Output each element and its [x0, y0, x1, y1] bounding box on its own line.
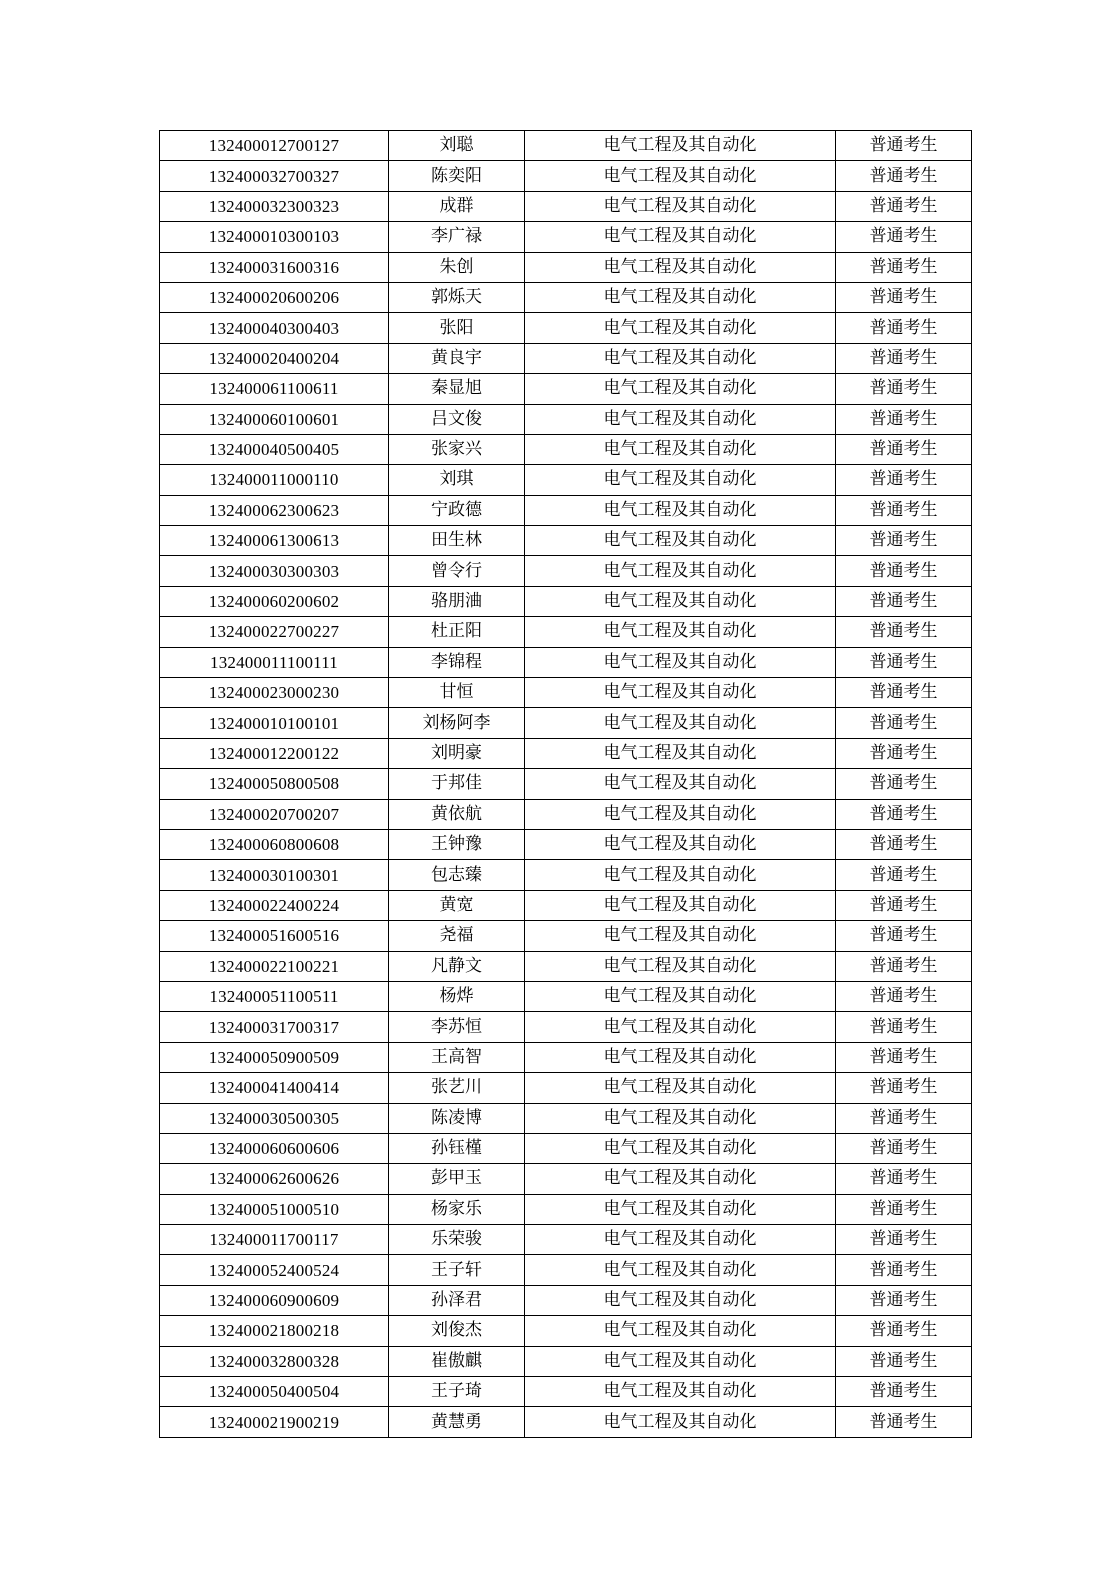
- candidate-id-cell: 132400020600206: [160, 282, 389, 312]
- candidate-type-cell: 普通考生: [836, 829, 972, 859]
- table-row: [160, 1285, 972, 1315]
- candidate-type-cell: 普通考生: [836, 1316, 972, 1346]
- candidate-name-cell: 乐荣骏: [389, 1225, 525, 1255]
- table-row: [160, 1377, 972, 1407]
- major-cell: 电气工程及其自动化: [525, 343, 836, 373]
- candidate-type-cell: 普通考生: [836, 131, 972, 161]
- candidate-id-cell: 132400060200602: [160, 586, 389, 616]
- candidate-id-cell: 132400011100111: [160, 647, 389, 677]
- major-cell: 电气工程及其自动化: [525, 860, 836, 890]
- candidate-name-cell: 秦显旭: [389, 374, 525, 404]
- candidate-id-cell: 132400050900509: [160, 1042, 389, 1072]
- candidate-name-cell: 曾令行: [389, 556, 525, 586]
- major-cell: 电气工程及其自动化: [525, 738, 836, 768]
- major-cell: 电气工程及其自动化: [525, 404, 836, 434]
- candidate-id-cell: 132400061100611: [160, 374, 389, 404]
- table-row: [160, 981, 972, 1011]
- candidate-type-cell: 普通考生: [836, 981, 972, 1011]
- candidate-name-cell: 孙钰槿: [389, 1133, 525, 1163]
- major-cell: 电气工程及其自动化: [525, 1316, 836, 1346]
- table-row: [160, 1407, 972, 1437]
- table-row: [160, 586, 972, 616]
- candidate-name-cell: 刘聪: [389, 131, 525, 161]
- table-row: [160, 829, 972, 859]
- major-cell: 电气工程及其自动化: [525, 1377, 836, 1407]
- candidate-id-cell: 132400020700207: [160, 799, 389, 829]
- candidate-type-cell: 普通考生: [836, 617, 972, 647]
- table-row: [160, 1255, 972, 1285]
- table-row: [160, 526, 972, 556]
- major-cell: 电气工程及其自动化: [525, 131, 836, 161]
- candidate-name-cell: 成群: [389, 191, 525, 221]
- candidate-name-cell: 孙泽君: [389, 1285, 525, 1315]
- candidate-id-cell: 132400021800218: [160, 1316, 389, 1346]
- candidate-name-cell: 田生林: [389, 526, 525, 556]
- candidate-type-cell: 普通考生: [836, 799, 972, 829]
- candidate-id-cell: 132400031600316: [160, 252, 389, 282]
- major-cell: 电气工程及其自动化: [525, 222, 836, 252]
- candidate-type-cell: 普通考生: [836, 586, 972, 616]
- major-cell: 电气工程及其自动化: [525, 1012, 836, 1042]
- major-cell: 电气工程及其自动化: [525, 495, 836, 525]
- major-cell: 电气工程及其自动化: [525, 647, 836, 677]
- table-row: [160, 1346, 972, 1376]
- candidate-type-cell: 普通考生: [836, 1285, 972, 1315]
- candidate-type-cell: 普通考生: [836, 343, 972, 373]
- candidate-name-cell: 郭烁天: [389, 282, 525, 312]
- table-row: [160, 556, 972, 586]
- table-row: [160, 799, 972, 829]
- table-row: [160, 343, 972, 373]
- candidate-id-cell: 132400060600606: [160, 1133, 389, 1163]
- table-row: [160, 647, 972, 677]
- candidate-name-cell: 彭甲玉: [389, 1164, 525, 1194]
- candidate-type-cell: 普通考生: [836, 161, 972, 191]
- candidate-type-cell: 普通考生: [836, 1225, 972, 1255]
- candidate-name-cell: 吕文俊: [389, 404, 525, 434]
- candidate-name-cell: 尧福: [389, 921, 525, 951]
- candidate-type-cell: 普通考生: [836, 526, 972, 556]
- candidate-table-body: [160, 131, 972, 1438]
- major-cell: 电气工程及其自动化: [525, 1103, 836, 1133]
- candidate-type-cell: 普通考生: [836, 769, 972, 799]
- table-row: [160, 617, 972, 647]
- candidate-name-cell: 刘明豪: [389, 738, 525, 768]
- candidate-name-cell: 甘恒: [389, 678, 525, 708]
- major-cell: 电气工程及其自动化: [525, 465, 836, 495]
- table-row: [160, 374, 972, 404]
- candidate-id-cell: 132400012200122: [160, 738, 389, 768]
- candidate-id-cell: 132400010100101: [160, 708, 389, 738]
- candidate-type-cell: 普通考生: [836, 1255, 972, 1285]
- candidate-type-cell: 普通考生: [836, 1012, 972, 1042]
- table-row: [160, 738, 972, 768]
- candidate-id-cell: 132400020400204: [160, 343, 389, 373]
- table-row: [160, 860, 972, 890]
- candidate-id-cell: 132400031700317: [160, 1012, 389, 1042]
- candidate-name-cell: 崔傲麒: [389, 1346, 525, 1376]
- major-cell: 电气工程及其自动化: [525, 769, 836, 799]
- candidate-name-cell: 杨家乐: [389, 1194, 525, 1224]
- candidate-id-cell: 132400030500305: [160, 1103, 389, 1133]
- candidate-type-cell: 普通考生: [836, 222, 972, 252]
- table-row: [160, 191, 972, 221]
- candidate-name-cell: 李苏恒: [389, 1012, 525, 1042]
- candidate-id-cell: 132400011000110: [160, 465, 389, 495]
- candidate-id-cell: 132400022400224: [160, 890, 389, 920]
- table-row: [160, 1164, 972, 1194]
- table-row: [160, 1194, 972, 1224]
- candidate-name-cell: 黄依航: [389, 799, 525, 829]
- major-cell: 电气工程及其自动化: [525, 1042, 836, 1072]
- candidate-name-cell: 刘俊杰: [389, 1316, 525, 1346]
- candidate-id-cell: 132400060100601: [160, 404, 389, 434]
- candidate-name-cell: 于邦佳: [389, 769, 525, 799]
- candidate-id-cell: 132400040500405: [160, 434, 389, 464]
- candidate-id-cell: 132400032300323: [160, 191, 389, 221]
- candidate-type-cell: 普通考生: [836, 252, 972, 282]
- candidate-type-cell: 普通考生: [836, 404, 972, 434]
- major-cell: 电气工程及其自动化: [525, 799, 836, 829]
- table-row: [160, 678, 972, 708]
- candidate-id-cell: 132400012700127: [160, 131, 389, 161]
- candidate-id-cell: 132400030300303: [160, 556, 389, 586]
- candidate-name-cell: 张家兴: [389, 434, 525, 464]
- candidate-id-cell: 132400050400504: [160, 1377, 389, 1407]
- major-cell: 电气工程及其自动化: [525, 951, 836, 981]
- candidate-type-cell: 普通考生: [836, 1407, 972, 1437]
- candidate-id-cell: 132400050800508: [160, 769, 389, 799]
- table-row: [160, 921, 972, 951]
- candidate-name-cell: 杨烨: [389, 981, 525, 1011]
- candidate-id-cell: 132400032700327: [160, 161, 389, 191]
- candidate-table: [159, 130, 972, 1438]
- candidate-type-cell: 普通考生: [836, 1103, 972, 1133]
- major-cell: 电气工程及其自动化: [525, 1407, 836, 1437]
- candidate-id-cell: 132400060900609: [160, 1285, 389, 1315]
- candidate-type-cell: 普通考生: [836, 860, 972, 890]
- table-row: [160, 708, 972, 738]
- table-row: [160, 282, 972, 312]
- candidate-id-cell: 132400052400524: [160, 1255, 389, 1285]
- candidate-id-cell: 132400051600516: [160, 921, 389, 951]
- candidate-type-cell: 普通考生: [836, 1346, 972, 1376]
- table-row: [160, 1316, 972, 1346]
- major-cell: 电气工程及其自动化: [525, 617, 836, 647]
- candidate-id-cell: 132400051100511: [160, 981, 389, 1011]
- candidate-id-cell: 132400023000230: [160, 678, 389, 708]
- table-row: [160, 252, 972, 282]
- candidate-name-cell: 陈奕阳: [389, 161, 525, 191]
- table-row: [160, 313, 972, 343]
- major-cell: 电气工程及其自动化: [525, 526, 836, 556]
- major-cell: 电气工程及其自动化: [525, 434, 836, 464]
- candidate-name-cell: 张艺川: [389, 1073, 525, 1103]
- candidate-name-cell: 张阳: [389, 313, 525, 343]
- table-row: [160, 769, 972, 799]
- major-cell: 电气工程及其自动化: [525, 1285, 836, 1315]
- major-cell: 电气工程及其自动化: [525, 161, 836, 191]
- candidate-type-cell: 普通考生: [836, 890, 972, 920]
- table-row: [160, 890, 972, 920]
- major-cell: 电气工程及其自动化: [525, 1194, 836, 1224]
- candidate-id-cell: 132400032800328: [160, 1346, 389, 1376]
- major-cell: 电气工程及其自动化: [525, 1164, 836, 1194]
- candidate-type-cell: 普通考生: [836, 282, 972, 312]
- candidate-id-cell: 132400062600626: [160, 1164, 389, 1194]
- table-row: [160, 951, 972, 981]
- major-cell: 电气工程及其自动化: [525, 374, 836, 404]
- table-row: [160, 465, 972, 495]
- table-row: [160, 1012, 972, 1042]
- candidate-name-cell: 凡静文: [389, 951, 525, 981]
- table-row: [160, 1103, 972, 1133]
- candidate-type-cell: 普通考生: [836, 1133, 972, 1163]
- candidate-id-cell: 132400022100221: [160, 951, 389, 981]
- candidate-type-cell: 普通考生: [836, 556, 972, 586]
- candidate-name-cell: 李广禄: [389, 222, 525, 252]
- major-cell: 电气工程及其自动化: [525, 708, 836, 738]
- candidate-id-cell: 132400011700117: [160, 1225, 389, 1255]
- candidate-type-cell: 普通考生: [836, 647, 972, 677]
- table-row: [160, 495, 972, 525]
- major-cell: 电气工程及其自动化: [525, 191, 836, 221]
- table-row: [160, 434, 972, 464]
- candidate-type-cell: 普通考生: [836, 313, 972, 343]
- candidate-type-cell: 普通考生: [836, 191, 972, 221]
- major-cell: 电气工程及其自动化: [525, 890, 836, 920]
- candidate-name-cell: 刘杨阿李: [389, 708, 525, 738]
- table-row: [160, 222, 972, 252]
- table-row: [160, 1225, 972, 1255]
- candidate-name-cell: 骆朋浀: [389, 586, 525, 616]
- candidate-id-cell: 132400061300613: [160, 526, 389, 556]
- candidate-type-cell: 普通考生: [836, 1194, 972, 1224]
- candidate-type-cell: 普通考生: [836, 708, 972, 738]
- candidate-id-cell: 132400041400414: [160, 1073, 389, 1103]
- candidate-id-cell: 132400051000510: [160, 1194, 389, 1224]
- candidate-name-cell: 王子琦: [389, 1377, 525, 1407]
- major-cell: 电气工程及其自动化: [525, 981, 836, 1011]
- candidate-type-cell: 普通考生: [836, 465, 972, 495]
- candidate-id-cell: 132400022700227: [160, 617, 389, 647]
- candidate-name-cell: 黄良宇: [389, 343, 525, 373]
- major-cell: 电气工程及其自动化: [525, 1225, 836, 1255]
- major-cell: 电气工程及其自动化: [525, 1133, 836, 1163]
- candidate-name-cell: 黄慧勇: [389, 1407, 525, 1437]
- candidate-name-cell: 黄宽: [389, 890, 525, 920]
- candidate-type-cell: 普通考生: [836, 495, 972, 525]
- candidate-type-cell: 普通考生: [836, 1073, 972, 1103]
- candidate-name-cell: 刘琪: [389, 465, 525, 495]
- candidate-name-cell: 朱创: [389, 252, 525, 282]
- major-cell: 电气工程及其自动化: [525, 1346, 836, 1376]
- candidate-name-cell: 李锦程: [389, 647, 525, 677]
- candidate-type-cell: 普通考生: [836, 374, 972, 404]
- major-cell: 电气工程及其自动化: [525, 678, 836, 708]
- candidate-name-cell: 王子轩: [389, 1255, 525, 1285]
- candidate-id-cell: 132400030100301: [160, 860, 389, 890]
- candidate-id-cell: 132400021900219: [160, 1407, 389, 1437]
- major-cell: 电气工程及其自动化: [525, 556, 836, 586]
- candidate-id-cell: 132400010300103: [160, 222, 389, 252]
- candidate-type-cell: 普通考生: [836, 1377, 972, 1407]
- candidate-name-cell: 包志臻: [389, 860, 525, 890]
- candidate-type-cell: 普通考生: [836, 678, 972, 708]
- table-row: [160, 1073, 972, 1103]
- major-cell: 电气工程及其自动化: [525, 586, 836, 616]
- candidate-type-cell: 普通考生: [836, 738, 972, 768]
- candidate-name-cell: 陈凌博: [389, 1103, 525, 1133]
- table-row: [160, 1133, 972, 1163]
- candidate-type-cell: 普通考生: [836, 951, 972, 981]
- major-cell: 电气工程及其自动化: [525, 1255, 836, 1285]
- major-cell: 电气工程及其自动化: [525, 252, 836, 282]
- major-cell: 电气工程及其自动化: [525, 921, 836, 951]
- candidate-name-cell: 王高智: [389, 1042, 525, 1072]
- major-cell: 电气工程及其自动化: [525, 313, 836, 343]
- candidate-type-cell: 普通考生: [836, 1164, 972, 1194]
- candidate-name-cell: 王钟豫: [389, 829, 525, 859]
- candidate-name-cell: 宁政德: [389, 495, 525, 525]
- candidate-name-cell: 杜正阳: [389, 617, 525, 647]
- candidate-id-cell: 132400060800608: [160, 829, 389, 859]
- table-row: [160, 161, 972, 191]
- table-row: [160, 1042, 972, 1072]
- candidate-type-cell: 普通考生: [836, 434, 972, 464]
- candidate-id-cell: 132400062300623: [160, 495, 389, 525]
- table-row: [160, 131, 972, 161]
- major-cell: 电气工程及其自动化: [525, 282, 836, 312]
- table-row: [160, 404, 972, 434]
- candidate-type-cell: 普通考生: [836, 1042, 972, 1072]
- major-cell: 电气工程及其自动化: [525, 829, 836, 859]
- candidate-id-cell: 132400040300403: [160, 313, 389, 343]
- major-cell: 电气工程及其自动化: [525, 1073, 836, 1103]
- candidate-type-cell: 普通考生: [836, 921, 972, 951]
